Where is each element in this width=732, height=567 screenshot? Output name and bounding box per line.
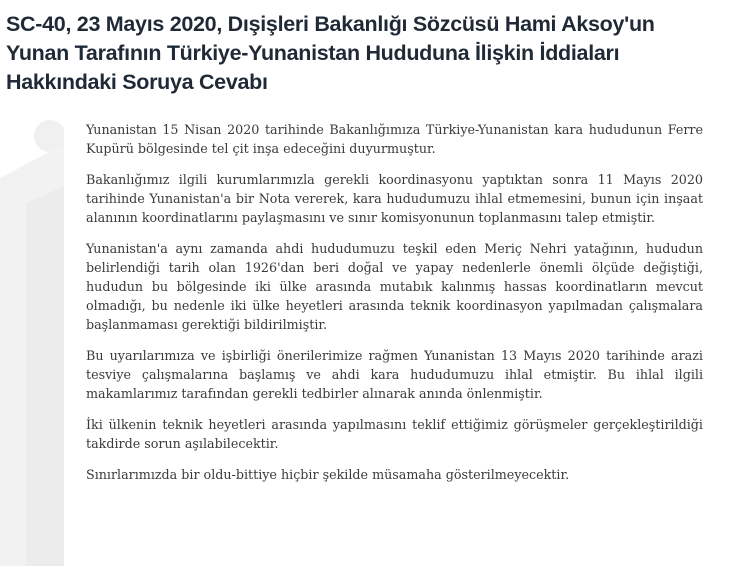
article-paragraph-4: Bu uyarılarımıza ve işbirliği önerilerimize rağmen Yunanistan 13 Mayıs 2020 tarihinde arazi tesviye çalışmalarına başlamış ve ahdi kara hududumuzu ihlal etmiştir. Bu ihlal ilgili makamlarımız tarafından gerekli tedbirler alınarak anında önlenmiştir.: [86, 348, 703, 401]
article-paragraph-3: Yunanistan'a aynı zamanda ahdi hududumuzu teşkil eden Meriç Nehri yatağının, hududun belirlendiği tarih olan 1926'dan beri doğal ve yapay nedenlerle önemli ölçüde değiştiği, hududun bu bölgesinde iki ülke arasında mutabık kalınmış hassas koordinatların mevcut olmadığı, bu nedenle iki ülke heyetleri arasında teknik koordinasyon yapılmadan çalışmalara başlanmaması gerektiği bildirilmiştir.: [86, 241, 703, 332]
watermark-logo-icon: [0, 116, 64, 566]
article-paragraph-5: İki ülkenin teknik heyetleri arasında yapılmasını teklif ettiğimiz görüşmeler gerçekleştirildiği takdirde sorun aşılabilecektir.: [86, 417, 703, 451]
article-paragraph-1: Yunanistan 15 Nisan 2020 tarihinde Bakanlığımıza Türkiye-Yunanistan kara hududunun Ferre Kupürü bölgesinde tel çit inşa edeceğini duyurmuştur.: [86, 122, 703, 156]
page-title: SC-40, 23 Mayıs 2020, Dışişleri Bakanlığı Sözcüsü Hami Aksoy'un Yunan Tarafının Türkiye-Yunanistan Hududuna İlişkin İddiaları Hakkındaki Soruya Cevabı: [6, 12, 655, 94]
article-body: [86, 120, 703, 496]
article-paragraph-6: Sınırlarımızda bir oldu-bittiye hiçbir şekilde müsamaha gösterilmeyecektir.: [86, 467, 570, 482]
article-paragraph-2: Bakanlığımız ilgili kurumlarımızla gerekli koordinasyonu yaptıktan sonra 11 Mayıs 2020 tarihinde Yunanistan'a bir Nota vererek, kara hududumuzu ihlal etmemesini, bunun için inşaat alanının koordinatlarını paylaşmasını ve sınır komisyonunun toplanmasını talep etmiştir.: [86, 172, 703, 225]
